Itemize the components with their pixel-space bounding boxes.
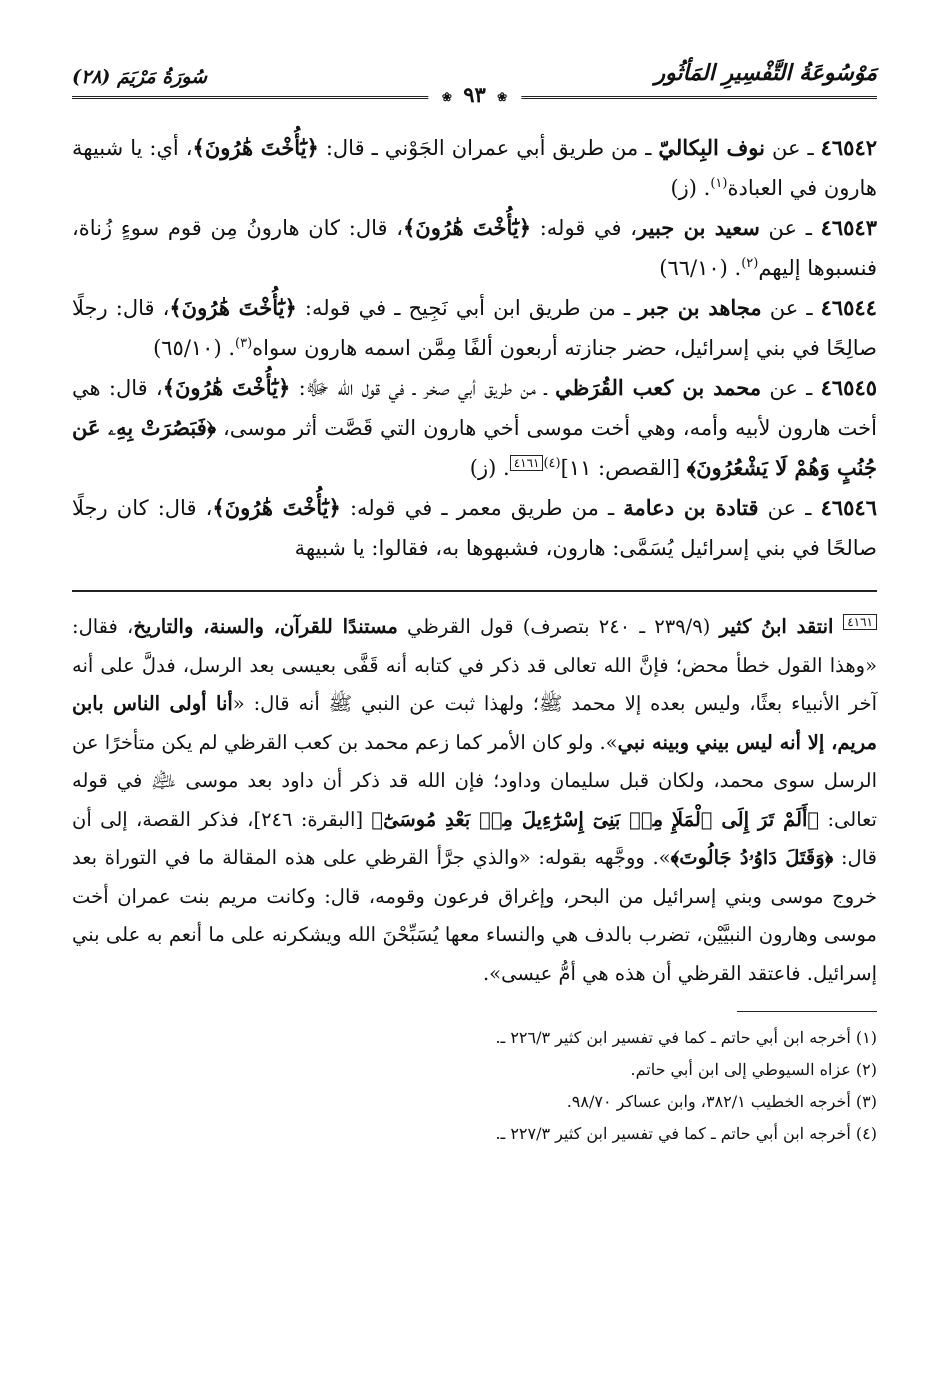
commentary-text: [البقرة: ٢٤٦]، فذكر القصة، إلى أن قال: <box>72 807 877 869</box>
entry-text: ، قال: هي أخت هارون لأبيه وأمه، وهي أخت موسى أخي هارون التي قَصَّت أثر موسى، <box>72 376 877 440</box>
entry-intro: ـ عن <box>761 296 821 320</box>
entry-46544 <box>72 288 877 368</box>
entry-number: ٤٦٥٤٣ <box>820 215 877 240</box>
entry-text: . (٦٦/١٠) <box>659 256 742 280</box>
footnote-2: (٢) عزاه السيوطي إلى ابن أبي حاتم. <box>630 1060 877 1079</box>
entry-text: ، قال: كان هارونُ مِن قوم سوءٍ زُناة، فنسبوها إليهم <box>72 216 877 280</box>
footnote-separator <box>737 1011 877 1012</box>
commentary-text: ». ولو كان الأمر كما زعم محمد بن كعب القرظي لم يكن متأخرًا عن الرسل سوى محمد، ولكان قبل سليمان وداود؛ فإن الله قد ذكر أن داود بعد موسى ﵇ في قوله تعالى: <box>72 730 877 831</box>
quran-quote: ﴿يَٰٓأُخْتَ هَٰرُونَ﴾ <box>162 375 291 400</box>
entry-46545 <box>72 368 877 488</box>
entry-intro: ـ عن <box>758 496 821 520</box>
quran-quote: ﴿يَٰٓأُخْتَ هَٰرُونَ﴾ <box>212 495 341 520</box>
entry-text: ، قال: كان رجلًا صالحًا في بني إسرائيل يُسَمَّى: هارون، فشبهوها به، فقالوا: يا شبيهة <box>72 496 877 560</box>
commentary-block <box>72 608 877 993</box>
surah-reference: [القصص: ١١] <box>560 456 687 480</box>
entry-text: ـ من طريق أبي صخر ـ في قول الله ﷻ: <box>290 376 556 400</box>
commentary-text: ، فقال: «وهذا القول خطأ محض؛ فإنَّ الله تعالى قد ذكر في كتابه أنه قَفَّى بعيسى بعد الرسل، فدلَّ على أنه آخر الأنبياء بعثًا، وليس بعده إلا محمد ﷺ؛ ولهذا ثبت عن النبي ﷺ أنه قال: « <box>72 615 878 715</box>
footnotes <box>72 1022 877 1150</box>
page-number: ٩٣ <box>463 82 486 107</box>
footnote-1: (١) أخرجه ابن أبي حاتم ـ كما في تفسير ابن كثير ٢٢٦/٣ ـ. <box>495 1028 877 1047</box>
entry-number: ٤٦٥٤٤ <box>820 295 877 320</box>
footnote-ref[interactable]: (٢) <box>741 256 759 271</box>
quran-quote: ﴿يَٰٓأُخْتَ هَٰرُونَ﴾ <box>403 215 532 240</box>
main-text <box>72 128 877 568</box>
quran-quote: ﴿فَبَصُرَتْ بِهِۦ عَن جُنُبٍ وَهُمْ لَا يَشْعُرُونَ﴾ <box>72 415 877 480</box>
surah-title: سُورَةُ مَرْيَمَ (٢٨) <box>72 66 208 88</box>
footnote-ref[interactable]: (٣) <box>235 336 253 351</box>
entry-intro: ـ عن <box>761 376 821 400</box>
commentary-tag: ٤١٦١ <box>843 614 877 630</box>
footnote-3: (٣) أخرجه الخطيب ٣٨٢/١، وابن عساكر ٩٨/٧٠. <box>566 1092 877 1111</box>
hadith-quote: أنا أولى الناس بابن مريم، إلا أنه ليس بيني وبينه نبي <box>72 692 877 754</box>
entry-number: ٤٦٥٤٢ <box>820 135 878 160</box>
narrator-name: نوف البِكاليّ <box>658 135 765 160</box>
book-title: مَوْسُوعَةُ التَّفْسِيرِ المَأثُور <box>654 60 877 86</box>
commentary-bold: مستندًا للقرآن، والسنة، والتاريخ <box>133 615 398 638</box>
narrator-name: سعيد بن جبير <box>637 215 760 240</box>
entry-text: ـ من طريق معمر ـ في قوله: <box>340 496 624 520</box>
entry-number: ٤٦٥٤٥ <box>820 375 878 400</box>
footnote-4: (٤) أخرجه ابن أبي حاتم ـ كما في تفسير ابن كثير ٢٢٧/٣ ـ. <box>495 1124 877 1143</box>
commentary-tag[interactable]: ٤١٦١ <box>510 455 544 471</box>
entry-text: . (٦٥/١٠) <box>153 336 236 360</box>
entry-text: ، أي: يا شبيهة هارون في العبادة <box>72 136 877 200</box>
entry-46543 <box>72 208 877 288</box>
entry-text: ، قال: رجلًا صالِحًا في بني إسرائيل، حضر جنازته أربعون ألفًا مِمَّن اسمه هارون سواه <box>72 296 877 360</box>
commentary-lead: انتقد ابنُ كثير <box>719 615 844 638</box>
entry-46546 <box>72 488 877 568</box>
entry-text: ـ من طريق أبي عمران الجَوْني ـ قال: <box>318 136 659 160</box>
entry-text: . (ز) <box>670 176 711 200</box>
entry-text: . (ز) <box>469 456 510 480</box>
page <box>72 52 877 1150</box>
narrator-name: محمد بن كعب القُرَظي <box>555 375 762 400</box>
entry-text: ـ من طريق ابن أبي نَجِيح ـ في قوله: <box>296 296 639 320</box>
narrator-name: قتادة بن دعامة <box>623 495 759 520</box>
ornament-icon: ❀ <box>497 89 508 104</box>
page-header <box>72 52 877 107</box>
quran-quote: ﴿يَٰٓأُخْتَ هَٰرُونَ﴾ <box>192 135 319 160</box>
footnote-ref[interactable]: (٤) <box>543 456 561 471</box>
entry-intro: ـ عن <box>764 136 821 160</box>
quran-quote: ﴿أَلَمْ تَرَ إِلَى ٱلْمَلَإِ مِنۢ بَنِىٓ إِسْرَٰٓءِيلَ مِنۢ بَعْدِ مُوسَىٰٓ﴾ <box>371 807 820 831</box>
commentary-text: ». ووجَّهه بقوله: «والذي جرَّأ القرظي على هذه المقالة ما في التوراة بعد خروج موسى وبني إسرائيل من البحر، وإغراق فرعون وقومه، قال: وكانت مريم بنت عمران أخت موسى وهارون النبيَّيْن، تضرب بالدف هي والنساء معها يُسَبِّحْنَ الله ويشكرنه على ما أنعم به على بني إسرائيل. فاعتقد القرظي أن هذه هي أمُّ عيسى». <box>72 846 877 985</box>
commentary-separator <box>72 590 877 592</box>
entry-number: ٤٦٥٤٦ <box>820 495 877 520</box>
entry-text: ، في قوله: <box>531 216 638 240</box>
commentary-citation: (٢٣٩/٩ ـ ٢٤٠ بتصرف) قول القرظي <box>397 615 720 638</box>
quran-quote: ﴿يَٰٓأُخْتَ هَٰرُونَ﴾ <box>169 295 297 320</box>
entry-46542 <box>72 128 877 208</box>
page-number-block <box>428 82 521 107</box>
narrator-name: مجاهد بن جبر <box>638 295 762 320</box>
entry-intro: ـ عن <box>759 216 821 240</box>
ornament-icon: ❀ <box>441 89 452 104</box>
footnote-ref[interactable]: (١) <box>710 176 728 191</box>
quran-quote: ﴿وَقَتَلَ دَاوُۥدُ جَالُوتَ﴾ <box>670 846 834 869</box>
